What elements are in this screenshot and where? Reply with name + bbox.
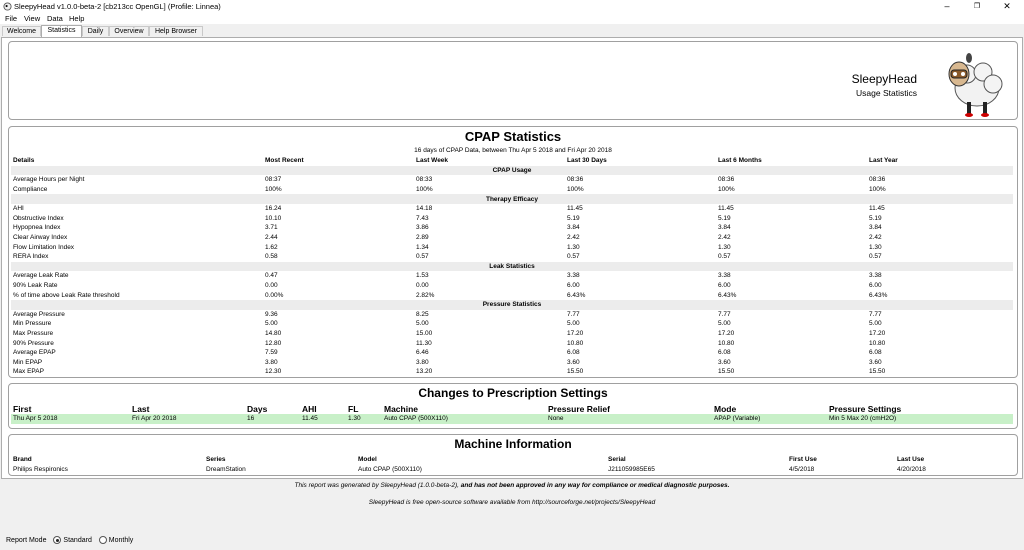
column-header: Brand [13,456,32,464]
monthly-radio[interactable] [99,536,107,544]
table-cell: 08:33 [416,176,433,184]
statistics-report[interactable] [1,37,1023,479]
column-header: First [13,403,32,414]
table-header-row [11,403,1013,414]
column-header: Machine [384,403,419,414]
table-cell: 11.45 [300,414,346,424]
table-cell: 2.89 [416,234,429,242]
table-cell: 7.77 [869,310,882,318]
table-cell: Thu Apr 5 2018 [11,414,130,424]
tab-statistics[interactable]: Statistics [41,25,82,37]
menu-data[interactable]: Data [47,14,63,23]
table-cell: 11.30 [416,339,432,347]
table-row [11,271,1013,281]
column-header: Pressure Relief [548,403,610,414]
table-cell: 11.45 [718,205,734,213]
table-cell: 14.80 [265,329,282,337]
cpap-statistics-title: CPAP Statistics [464,129,562,144]
row-label: Obstructive Index [13,214,64,222]
table-cell: 1.30 [567,243,580,251]
row-label: AHI [13,205,24,213]
row-label: Hypopnea Index [13,224,61,232]
monthly-label[interactable]: Monthly [108,536,134,544]
prescription-table [11,403,1013,424]
standard-label[interactable]: Standard [63,536,92,544]
table-cell: 6.46 [416,349,429,357]
group-header-row [11,194,1013,204]
column-header: Serial [608,456,626,464]
table-cell: 3.80 [265,358,278,366]
table-cell: 17.20 [718,329,735,337]
row-label: 90% Leak Rate [13,282,58,290]
table-cell: 3.38 [718,272,731,280]
table-cell: 3.84 [718,224,731,232]
table-cell: Min 5 Max 20 (cmH2O) [827,414,1013,424]
table-cell: 5.00 [265,320,278,328]
table-row [11,252,1013,262]
table-cell: 100% [869,186,886,194]
table-cell: Auto CPAP (500X110) [382,414,546,424]
column-header: Mode [714,403,737,414]
table-row [11,185,1013,195]
table-cell: 6.43% [869,291,888,299]
table-cell: APAP (Variable) [712,414,827,424]
column-header: Last Week [416,157,449,165]
table-cell: DreamStation [206,465,246,473]
tab-help-browser[interactable]: Help Browser [149,26,203,36]
table-cell: 2.42 [567,234,580,242]
machine-info-section [8,434,1018,476]
table-row [11,329,1013,339]
open-source-note: SleepyHead is free open-source software available from http://sourceforge.net/projects/SleepyHead [368,499,656,506]
row-label: Min EPAP [13,358,43,366]
table-cell: 3.84 [567,224,580,232]
table-cell: 0.47 [265,272,278,280]
table-cell: 16 [245,414,300,424]
table-cell: 17.20 [869,329,886,337]
table-cell: 6.00 [718,282,731,290]
row-label: Max Pressure [13,329,54,337]
table-cell: 16.24 [265,205,282,213]
row-label: Max EPAP [13,368,44,376]
table-cell: 5.00 [567,320,580,328]
table-row [11,414,1013,424]
table-cell: 3.80 [416,358,429,366]
column-header: First Use [789,456,817,464]
column-header: Last [132,403,150,414]
table-cell: 3.38 [869,272,882,280]
table-cell: 08:37 [265,176,282,184]
table-cell: 08:36 [718,176,735,184]
table-cell: 8.25 [416,310,429,318]
row-label: Average Pressure [13,310,65,318]
table-cell: 0.00 [416,282,429,290]
table-header-row [11,455,1013,465]
table-cell: 7.77 [718,310,731,318]
disclaimer-prefix: This report was generated by SleepyHead (1.0.0-beta-2), [294,482,461,489]
disclaimer-text [0,482,1024,489]
table-cell: 0.57 [416,253,429,261]
prescription-section [8,383,1018,429]
group-title: Therapy Efficacy [11,194,1013,204]
table-row [11,223,1013,233]
row-label: Compliance [13,186,48,194]
table-row [11,310,1013,320]
table-cell: 6.08 [869,349,882,357]
column-header: Last 6 Months [718,157,762,165]
column-header: Last Use [897,456,925,464]
table-cell: 10.80 [869,339,886,347]
group-header-row [11,300,1013,310]
table-cell: 100% [416,186,433,194]
table-cell: Fri Apr 20 2018 [130,414,245,424]
table-cell: Philips Respironics [13,465,68,473]
column-header: Last 30 Days [567,157,607,165]
table-row [11,338,1013,348]
table-cell: 9.36 [265,310,278,318]
table-cell: 15.00 [416,329,433,337]
window-title: SleepyHead v1.0.0-beta-2 [cb213cc OpenGL] (Profile: Linnea) [14,2,221,11]
column-header: FL [348,403,359,414]
cpap-statistics-table [11,156,1013,377]
table-row [11,242,1013,252]
column-header: Most Recent [265,157,304,165]
row-label: Clear Airway Index [13,234,68,242]
table-cell: 2.42 [869,234,882,242]
table-cell: 3.86 [416,224,429,232]
table-cell: 5.00 [869,320,882,328]
row-label: Min Pressure [13,320,52,328]
table-cell: 3.60 [869,358,882,366]
row-label: RERA Index [13,253,49,261]
table-cell: 6.43% [718,291,737,299]
title-bar [0,0,1024,13]
report-mode-label: Report Mode [6,536,47,544]
table-cell: 4/20/2018 [897,465,926,473]
table-row [11,319,1013,329]
column-header: Last Year [869,157,898,165]
table-cell: 6.08 [567,349,580,357]
maximize-button[interactable]: ❐ [973,3,981,10]
column-header: Pressure Settings [829,403,902,414]
table-cell: 13.20 [416,368,433,376]
table-cell: 6.43% [567,291,586,299]
menu-file[interactable]: File [5,14,18,23]
table-cell: 3.60 [567,358,580,366]
table-cell: 08:36 [567,176,584,184]
table-cell: 14.18 [416,205,433,213]
table-cell: 6.00 [567,282,580,290]
table-row [11,367,1013,377]
menu-help[interactable]: Help [69,14,85,23]
table-row [11,175,1013,185]
table-row [11,465,1013,475]
table-cell: 7.77 [567,310,580,318]
table-cell: 3.84 [869,224,882,232]
report-subtitle: Usage Statistics [856,88,917,98]
row-label: 90% Pressure [13,339,54,347]
table-cell: Auto CPAP (500X110) [358,465,422,473]
table-cell: 11.45 [869,205,885,213]
cpap-data-range: 16 days of CPAP Data, between Thu Apr 5 2018 and Fri Apr 20 2018 [414,147,612,154]
group-header-row [11,166,1013,176]
table-cell: 2.82% [416,291,435,299]
table-cell: 10.80 [567,339,584,347]
table-row [11,214,1013,224]
table-cell: 100% [567,186,584,194]
tab-bar [0,25,1024,37]
table-cell: 0.00 [265,282,278,290]
sheep-app-icon [3,2,12,11]
table-cell: 5.00 [416,320,429,328]
table-cell: 3.71 [265,224,278,232]
group-title: CPAP Usage [11,166,1013,176]
table-header-row [11,156,1013,166]
table-cell: 5.19 [718,214,731,222]
table-row [11,233,1013,243]
table-cell: 2.44 [265,234,278,242]
row-label: % of time above Leak Rate threshold [13,291,120,299]
table-cell: 1.62 [265,243,278,251]
menu-view[interactable]: View [24,14,41,23]
report-header [8,41,1018,120]
table-cell: 12.80 [265,339,282,347]
table-cell: J211059985E65 [608,465,655,473]
table-cell: 7.59 [265,349,278,357]
table-cell: 15.50 [718,368,735,376]
table-row [11,290,1013,300]
menu-bar [0,13,1024,24]
table-cell: 15.50 [869,368,886,376]
table-cell: 5.19 [869,214,882,222]
column-header: Days [247,403,268,414]
row-label: Average EPAP [13,349,56,357]
table-cell: 4/5/2018 [789,465,815,473]
column-header: Series [206,456,226,464]
table-cell: 12.30 [265,368,282,376]
row-label: Average Hours per Night [13,176,85,184]
table-cell: 0.57 [718,253,731,261]
tab-daily[interactable]: Daily [82,26,109,36]
column-header: Model [358,456,377,464]
row-label: Average Leak Rate [13,272,69,280]
table-cell: 0.58 [265,253,278,261]
cpap-statistics-section [8,126,1018,378]
app-name: SleepyHead [851,72,917,86]
table-cell: 1.30 [718,243,731,251]
machine-info-title: Machine Information [454,437,572,451]
tab-welcome[interactable]: Welcome [2,26,41,36]
group-title: Pressure Statistics [11,300,1013,310]
table-row [11,281,1013,291]
table-cell: 08:36 [869,176,886,184]
table-row [11,357,1013,367]
table-cell: 1.53 [416,272,429,280]
table-cell: 1.30 [346,414,382,424]
table-cell: 10.10 [265,214,282,222]
close-button[interactable]: ✕ [1003,1,1011,11]
table-row [11,348,1013,358]
table-cell: 5.19 [567,214,580,222]
table-cell: 3.38 [567,272,580,280]
column-header: AHI [302,403,317,414]
standard-radio[interactable] [53,536,61,544]
machine-info-table [11,455,1013,474]
table-cell: 2.42 [718,234,731,242]
table-cell: 3.60 [718,358,731,366]
row-label: Flow Limitation Index [13,243,75,251]
table-cell: 100% [265,186,282,194]
table-row [11,204,1013,214]
table-cell: 11.45 [567,205,583,213]
group-header-row [11,262,1013,272]
column-header: Details [13,157,35,165]
group-title: Leak Statistics [11,262,1013,272]
table-cell: None [546,414,712,424]
table-cell: 5.00 [718,320,731,328]
tab-overview[interactable]: Overview [109,26,149,36]
table-cell: 17.20 [567,329,584,337]
table-cell: 6.08 [718,349,731,357]
prescription-title: Changes to Prescription Settings [418,386,608,400]
table-cell: 15.50 [567,368,584,376]
table-cell: 1.34 [416,243,429,251]
table-cell: 10.80 [718,339,735,347]
table-cell: 7.43 [416,214,429,222]
table-cell: 0.00% [265,291,284,299]
table-cell: 1.30 [869,243,882,251]
table-cell: 100% [718,186,735,194]
table-cell: 6.00 [869,282,882,290]
report-mode-selector [6,536,133,544]
table-cell: 0.57 [567,253,580,261]
table-cell: 0.57 [869,253,882,261]
disclaimer-bold: and has not been approved in any way for compliance or medical diagnostic purposes. [460,482,730,489]
sheep-logo [939,44,1009,120]
minimize-button[interactable]: – [944,1,950,11]
